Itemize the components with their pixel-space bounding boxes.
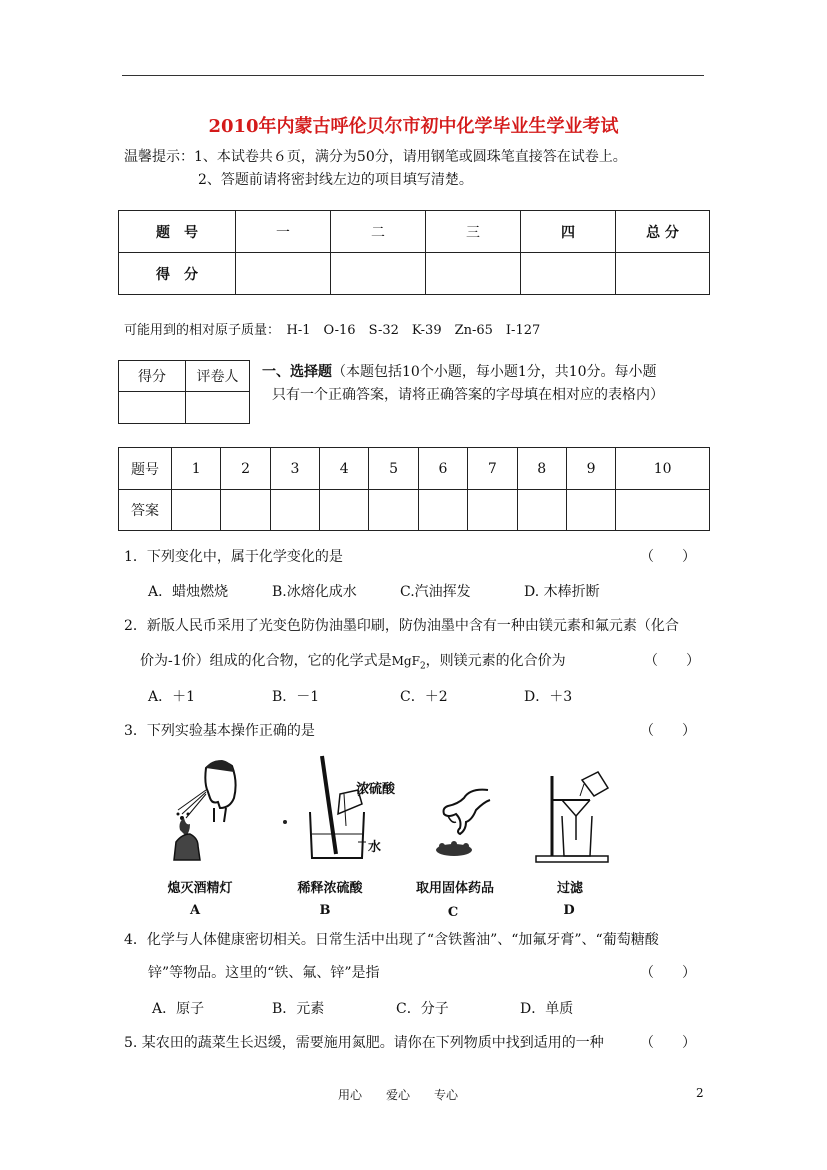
answer-number: 8 xyxy=(517,448,566,490)
page-number: 2 xyxy=(696,1086,704,1100)
figure-b-dilution xyxy=(300,754,410,862)
answer-number: 6 xyxy=(418,448,467,490)
q1-option-d: D. 木棒折断 xyxy=(524,584,600,600)
q2-text-b: ，则镁元素的化合价为 xyxy=(425,653,566,669)
answer-number: 7 xyxy=(468,448,517,490)
q4-option-b: B．元素 xyxy=(272,1001,325,1017)
section1-heading: 一、选择题 xyxy=(262,364,332,380)
question-1-bracket: （ ） xyxy=(640,549,696,565)
answer-cell[interactable] xyxy=(221,490,270,531)
answer-number: 3 xyxy=(270,448,319,490)
section1-line-1 xyxy=(262,361,657,381)
question-2-line-1: 2．新版人民币采用了光变色防伪油墨印刷，防伪油墨中含有一种由镁元素和氟元素（化合 xyxy=(124,618,679,634)
section1-desc-1: （本题包括10个小题，每小题1分，共10分。每小题 xyxy=(332,364,657,380)
answer-cell[interactable] xyxy=(369,490,418,531)
notice-line-1: 温馨提示：1、本试卷共６页，满分为50分，请用钢笔或圆珠笔直接答在试卷上。 xyxy=(124,149,627,165)
question-3: 3．下列实验基本操作正确的是 xyxy=(124,723,315,739)
stray-dot xyxy=(283,820,287,824)
figure-c-letter: C xyxy=(447,905,459,920)
answer-cell[interactable] xyxy=(418,490,467,531)
top-rule xyxy=(122,75,704,76)
question-1: 1．下列变化中，属于化学变化的是 xyxy=(124,549,343,565)
score-cell[interactable] xyxy=(236,253,331,295)
question-4-bracket: （ ） xyxy=(640,965,696,981)
figure-b-caption: 稀释浓硫酸 xyxy=(297,881,363,896)
question-4-line-1: 4．化学与人体健康密切相关。日常生活中出现了“含铁酱油”、“加氟牙膏”、“葡萄糖酸 xyxy=(124,932,659,948)
q2-option-c: C．＋2 xyxy=(400,689,448,705)
answer-number: 4 xyxy=(320,448,369,490)
score-header-4: 四 xyxy=(521,211,616,253)
answer-cell[interactable] xyxy=(172,490,221,531)
answer-number: 1 xyxy=(172,448,221,490)
figure-d-letter: D xyxy=(563,903,575,918)
figure-d-caption: 过滤 xyxy=(556,881,583,896)
score-cell[interactable] xyxy=(616,253,710,295)
score-table xyxy=(118,210,710,295)
figure-c-caption: 取用固体药品 xyxy=(415,881,494,896)
q2-formula xyxy=(391,654,426,672)
answer-cell[interactable] xyxy=(270,490,319,531)
q2-option-d: D．＋3 xyxy=(524,689,573,705)
q2-text-a: 价为-1价）组成的化合物，它的化学式是 xyxy=(140,653,392,669)
figure-a-letter: A xyxy=(189,903,201,918)
question-3-bracket: （ ） xyxy=(640,723,696,739)
q4-option-d: D．单质 xyxy=(520,1001,574,1017)
grader-name-cell[interactable] xyxy=(186,392,250,424)
question-2-bracket: （ ） xyxy=(644,653,700,669)
figure-a-blowing-lamp xyxy=(160,752,240,862)
exam-title: 2010年内蒙古呼伦贝尔市初中化学毕业生学业考试 xyxy=(208,116,619,137)
grader-table xyxy=(118,360,250,424)
answer-number-label: 题号 xyxy=(119,448,172,490)
q2-option-a: A．＋1 xyxy=(148,689,196,705)
score-row-label: 得 分 xyxy=(119,253,236,295)
answer-number: 10 xyxy=(616,448,710,490)
footer-text: 用心 爱心 专心 xyxy=(338,1088,459,1102)
figure-a-caption: 熄灭酒精灯 xyxy=(167,881,233,896)
score-cell[interactable] xyxy=(521,253,616,295)
q2-formula-main: MgF xyxy=(391,654,420,668)
score-cell[interactable] xyxy=(426,253,521,295)
score-header-2: 二 xyxy=(331,211,426,253)
label-water: 水 xyxy=(368,840,382,855)
score-header-total: 总 分 xyxy=(616,211,710,253)
question-2-line-2 xyxy=(140,650,566,671)
answer-row-label: 答案 xyxy=(119,490,172,531)
q1-option-a: A．蜡烛燃烧 xyxy=(148,584,229,600)
answer-cell[interactable] xyxy=(517,490,566,531)
score-header-1: 一 xyxy=(236,211,331,253)
answer-number: 9 xyxy=(566,448,615,490)
q2-formula-sub: 2 xyxy=(419,661,426,672)
q4-option-a: A．原子 xyxy=(152,1001,205,1017)
figure-d-filtration xyxy=(534,770,614,864)
answer-cell[interactable] xyxy=(616,490,710,531)
answer-cell[interactable] xyxy=(320,490,369,531)
q2-option-b: B．－1 xyxy=(272,689,320,705)
figure-c-solid-reagent xyxy=(426,786,496,860)
grader-score-cell[interactable] xyxy=(119,392,186,424)
q1-option-c: C.汽油挥发 xyxy=(400,584,471,600)
answer-number: 5 xyxy=(369,448,418,490)
score-header-3: 三 xyxy=(426,211,521,253)
atomic-masses: 可能用到的相对原子质量： H-1 O-16 S-32 K-39 Zn-65 I-127 xyxy=(124,323,541,338)
grader-score-label: 得分 xyxy=(119,361,186,392)
question-4-line-2: 锌”等物品。这里的“铁、氟、锌”是指 xyxy=(148,965,380,981)
question-5: 5. 某农田的蔬菜生长迟缓，需要施用氮肥。请你在下列物质中找到适用的一种 xyxy=(124,1035,604,1051)
section1-desc-2: 只有一个正确答案，请将正确答案的字母填在相对应的表格内） xyxy=(272,387,664,403)
answer-cell[interactable] xyxy=(468,490,517,531)
answer-number: 2 xyxy=(221,448,270,490)
question-5-bracket: （ ） xyxy=(640,1035,696,1051)
score-header-label: 题 号 xyxy=(119,211,236,253)
answer-cell[interactable] xyxy=(566,490,615,531)
figure-b-letter: B xyxy=(319,903,331,918)
notice-line-2: 2、答题前请将密封线左边的项目填写清楚。 xyxy=(198,172,473,188)
q1-option-b: B.冰熔化成水 xyxy=(272,584,357,600)
grader-name-label: 评卷人 xyxy=(186,361,250,392)
label-h2so4: 浓硫酸 xyxy=(356,782,396,797)
score-cell[interactable] xyxy=(331,253,426,295)
answer-table xyxy=(118,447,710,531)
q4-option-c: C．分子 xyxy=(396,1001,449,1017)
